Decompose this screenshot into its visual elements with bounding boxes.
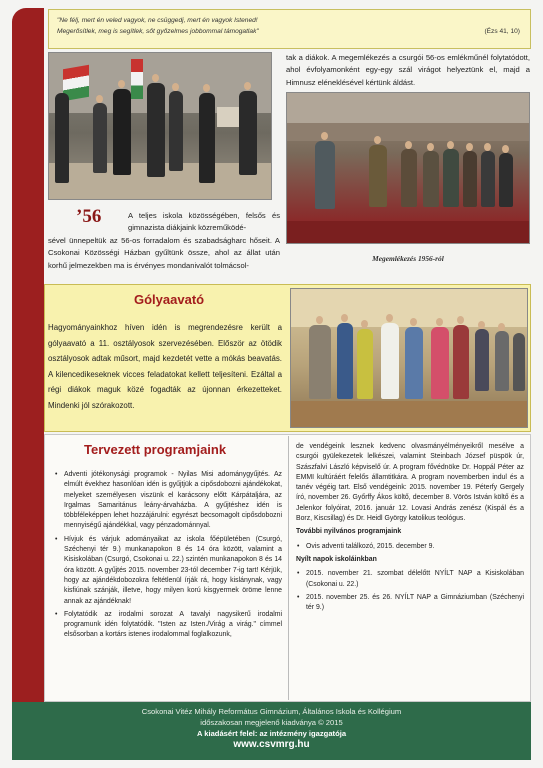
photo-caption: Megemlékezés 1956-ról bbox=[372, 254, 444, 263]
photo-1956-ceremony bbox=[48, 52, 272, 200]
list-item: • Ovis adventi találkozó, 2015. december 9. bbox=[297, 542, 435, 550]
photo-1956-stage bbox=[286, 92, 530, 244]
footer-line-1: Csokonai Vitéz Mihály Református Gimnázium, Általános Iskola és Kollégium bbox=[141, 707, 402, 716]
list-item: • Hívjuk és várjuk adományaikat az iskola főépületében (Csurgó, Széchenyi tér 9.) munkanapokon 8 és 14 óra között, valamint a Kisiskolában (Csurgó, Csokonai u. 22.) szintén munkanapokon 8 és 14 óra között. A gyűjtés 2015. november 23-tól december 7-ig tart! Kérjük, hogy az ajándékdobozokra feltétlenül írják rá, hogy kislánynak, vagy kisfiúnak szánják, illetve, hogy milyen korú kisgyermek öröme lenne annak az ajándéknak! bbox=[55, 535, 282, 605]
footer-line-3: A kiadásért felel: az intézmény igazgatója bbox=[196, 729, 347, 738]
section-56-title: ’56 bbox=[76, 206, 102, 227]
list-item: • Adventi jótékonysági programok - Nyilas Misi adománygyűjtés. Az elmúlt évekhez hasonlóan idén is gyűjtjük a cipősdobozni ajándékokat, melyeket személyesen viszünk el karácsony előtt Kárpátaljára, az Irgalmas Samaritánus leány-árvaházba. A gyűjtéshez idén is többféleképpen lehet hozzájárulni: egyrészt becsomagolt cipősdobozni mennyiségű ajándékkal, vagy pénzadománnyal. bbox=[55, 471, 282, 530]
section-56-body: sével ünnepeltük az 56-os forradalom és szabadságharc hőseit. A Csokonai Közösségi Házban gyűltünk össze, ahol az állat után korhű jelmezekben ma is érvényes mondanivalót tolmácsol- bbox=[48, 236, 280, 270]
quote-line-1: "Ne félj, mert én veled vagyok, ne csüggedj, mert én vagyok Istened! bbox=[57, 17, 258, 24]
footer-line-2: időszakosan megjelenő kiadványa © 2015 bbox=[200, 718, 343, 727]
section-56-first-line: A teljes iskola közösségében, felsős és gimnazista diákjaink közreműködé- bbox=[128, 211, 280, 233]
golyaavato-title: Gólyaavató bbox=[134, 292, 205, 307]
list-item: • Folytatódik az irodalmi sorozat A tavalyi nagysikerű irodalmi programunk idén folytatódik. "Isten az Isten./Virág a virág." címmel elsősorban a kortárs istenes irodalommal foglalkozunk, bbox=[55, 610, 282, 639]
bible-quote-box bbox=[48, 9, 531, 49]
list-item: • 2015. november 21. szombat délelőtt NYÍLT NAP a Kisiskolában (Csokonai u. 22.) bbox=[297, 570, 524, 588]
open-programs-heading: További nyilvános programjaink bbox=[296, 528, 402, 536]
quote-line-2: Megerősítlek, meg is segítlek, sőt győzelmes jobbommal támogatlak" bbox=[57, 28, 259, 35]
footer bbox=[12, 702, 531, 760]
column-divider bbox=[288, 436, 289, 700]
left-decorative-bar bbox=[12, 8, 44, 702]
programs-right-intro: de vendégeink lesznek kedvenc olvasmányélményeikről mesélve a csurgói gyülekezetek lelkészei, valamint Steinbach József püspök úr, Szászfalvi László képviselő úr. A program fővédnöke Dr. Hoppál Péter az EMMI kultúráért felelős államtitkára. A program novemberben indul és a tanév végéig tart. Első vendégeink: 2015. november 19. Péterfy Gergely író, november 26. Győrffy Ákos költő, december 8. Vörös István költő és a Jelenkor folyóirat, 2016. január 12. Lovasi András zenész (Kispál és a Borz, Kiscsillag) és Dr. Heidl György katolikus teológus. bbox=[296, 443, 524, 523]
photo-golyaavato bbox=[290, 288, 528, 428]
golyaavato-body: Hagyományainkhoz híven idén is megrendezésre került a gólyaavató a 11. osztályosok szervezésében. Először az ötödik osztályosok adtak műsort, majd kezdetét vette a mókás beavatás. A kilencedikeseknek vicces feladatokat kellett teljesíteni. Ezáltal a régi diákok maguk közé fogadták az újonnan érkezetteket. Mindenki jól szórakozott. bbox=[48, 323, 282, 410]
list-item: • 2015. november 25. és 26. NYÍLT NAP a Gimnáziumban (Széchenyi tér 9.) bbox=[297, 593, 524, 612]
programs-right-column bbox=[296, 442, 524, 616]
programs-title: Tervezett programjaink bbox=[84, 442, 227, 457]
programs-left-column bbox=[54, 470, 282, 644]
open-days-heading: Nyílt napok iskoláinkban bbox=[296, 555, 377, 563]
quote-reference: (Ézs 41, 10) bbox=[484, 28, 520, 35]
footer-website-link[interactable]: www.csvmrg.hu bbox=[233, 739, 310, 750]
section-56-top-right-text: tak a diákok. A megemlékezés a csurgói 56-os emlékműnél folytatódott, ahol évfolyamonként egy-egy szál virágot helyeztünk el, majd a Himnusz eléneklésével kértünk áldást. bbox=[286, 53, 530, 87]
